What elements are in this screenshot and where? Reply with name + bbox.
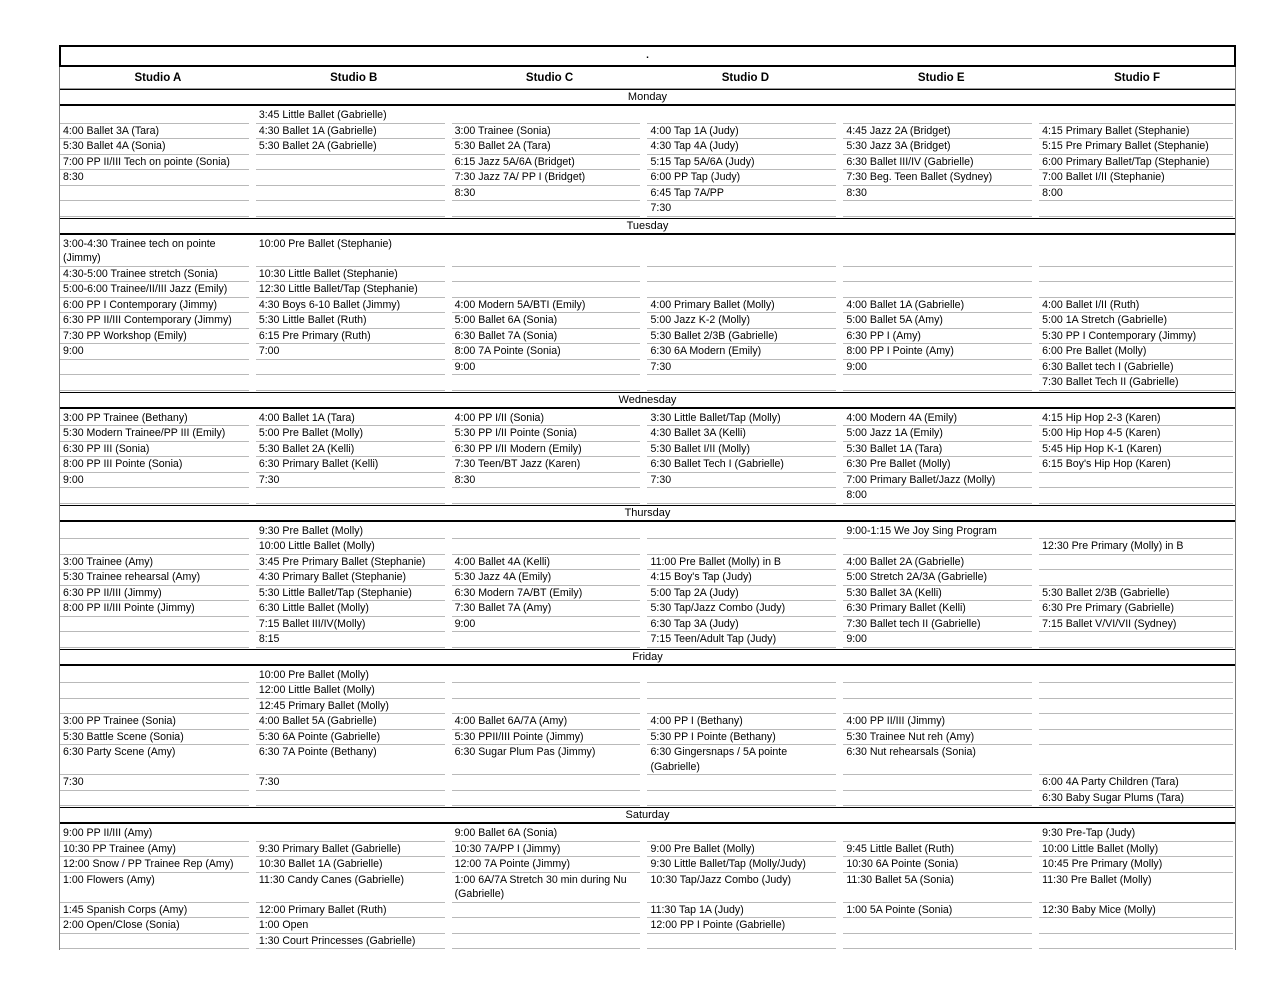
schedule-cell xyxy=(60,791,256,807)
schedule-cell: 5:30 Ballet 3A (Kelli) xyxy=(843,586,1039,602)
schedule-cell xyxy=(647,683,843,699)
schedule-cell xyxy=(452,668,648,684)
schedule-cell: 9:00 xyxy=(452,617,648,633)
day-grid-saturday xyxy=(60,824,1235,950)
schedule-cell xyxy=(843,775,1039,791)
schedule-cell: 5:30 Little Ballet (Ruth) xyxy=(256,313,452,329)
schedule-cell: 3:00-4:30 Trainee tech on pointe (Jimmy) xyxy=(60,237,256,267)
schedule-cell xyxy=(256,826,452,842)
schedule-cell: 9:30 Primary Ballet (Gabrielle) xyxy=(256,842,452,858)
schedule-cell xyxy=(60,699,256,715)
schedule-cell: 1:30 Court Princesses (Gabrielle) xyxy=(256,934,452,950)
schedule-cell: 5:30 Modern Trainee/PP III (Emily) xyxy=(60,426,256,442)
schedule-cell: 7:30 xyxy=(256,775,452,791)
schedule-cell: 6:30 Sugar Plum Pas (Jimmy) xyxy=(452,745,648,775)
schedule-cell: 6:30 PP III (Sonia) xyxy=(60,442,256,458)
schedule-cell: 10:00 Little Ballet (Molly) xyxy=(256,539,452,555)
schedule-cell: 6:30 Ballet tech I (Gabrielle) xyxy=(1039,360,1235,376)
day-grid-wednesday xyxy=(60,409,1235,505)
schedule-cell xyxy=(60,201,256,217)
schedule-cell xyxy=(843,683,1039,699)
schedule-cell: 7:00 Primary Ballet/Jazz (Molly) xyxy=(843,473,1039,489)
schedule-cell: 9:00 xyxy=(60,473,256,489)
schedule-cell xyxy=(1039,745,1235,775)
schedule-cell: 5:30 PP I/II Pointe (Sonia) xyxy=(452,426,648,442)
schedule-cell xyxy=(60,683,256,699)
schedule-cell: 4:00 Primary Ballet (Molly) xyxy=(647,298,843,314)
schedule-cell xyxy=(647,108,843,124)
schedule-cell: 4:00 Ballet 2A (Gabrielle) xyxy=(843,555,1039,571)
schedule-cell: 6:30 Ballet Tech I (Gabrielle) xyxy=(647,457,843,473)
schedule-cell: 5:30 PP I Contemporary (Jimmy) xyxy=(1039,329,1235,345)
schedule-cell xyxy=(256,186,452,202)
schedule-cell: 7:30 Ballet Tech II (Gabrielle) xyxy=(1039,375,1235,391)
schedule-cell xyxy=(843,699,1039,715)
schedule-cell: 5:45 Hip Hop K-1 (Karen) xyxy=(1039,442,1235,458)
schedule-cell: 10:00 Little Ballet (Molly) xyxy=(1039,842,1235,858)
schedule-cell xyxy=(452,539,648,555)
schedule-cell xyxy=(843,201,1039,217)
schedule-cell: 8:30 xyxy=(843,186,1039,202)
schedule-cell: 5:30 Little Ballet/Tap (Stephanie) xyxy=(256,586,452,602)
schedule-cell: 5:30 Ballet 4A (Sonia) xyxy=(60,139,256,155)
day-grid-friday xyxy=(60,666,1235,808)
schedule-cell: 9:00 Ballet 6A (Sonia) xyxy=(452,826,648,842)
schedule-cell: 9:00 xyxy=(60,344,256,360)
schedule-cell: 5:00 Jazz K-2 (Molly) xyxy=(647,313,843,329)
schedule-cell: 6:30 Modern 7A/BT (Emily) xyxy=(452,586,648,602)
schedule-cell: 5:30 Jazz 4A (Emily) xyxy=(452,570,648,586)
schedule-cell xyxy=(452,267,648,283)
schedule-cell: 5:30 Battle Scene (Sonia) xyxy=(60,730,256,746)
schedule-cell: 5:30 Jazz 3A (Bridget) xyxy=(843,139,1039,155)
schedule-cell: 8:30 xyxy=(452,473,648,489)
schedule-cell: 6:30 7A Pointe (Bethany) xyxy=(256,745,452,775)
schedule-cell xyxy=(256,155,452,171)
schedule-table xyxy=(59,67,1236,950)
schedule-cell: 5:30 Ballet 2/3B (Gabrielle) xyxy=(1039,586,1235,602)
schedule-cell xyxy=(452,488,648,504)
schedule-cell xyxy=(843,237,1039,267)
day-header-wednesday: Wednesday xyxy=(60,392,1235,409)
schedule-cell: 7:15 Teen/Adult Tap (Judy) xyxy=(647,632,843,648)
schedule-cell: 4:00 Ballet 4A (Kelli) xyxy=(452,555,648,571)
schedule-cell xyxy=(843,934,1039,950)
schedule-cell: 11:00 Pre Ballet (Molly) in B xyxy=(647,555,843,571)
schedule-cell xyxy=(1039,668,1235,684)
schedule-cell: 8:00 PP III Pointe (Sonia) xyxy=(60,457,256,473)
schedule-cell xyxy=(1039,570,1235,586)
schedule-cell: 9:00-1:15 We Joy Sing Program xyxy=(843,524,1039,540)
schedule-cell: 3:00 Trainee (Sonia) xyxy=(452,124,648,140)
schedule-cell: 5:30 Ballet 2A (Tara) xyxy=(452,139,648,155)
schedule-cell xyxy=(843,539,1039,555)
schedule-cell xyxy=(1039,918,1235,934)
schedule-cell: 5:30 Tap/Jazz Combo (Judy) xyxy=(647,601,843,617)
schedule-cell xyxy=(647,699,843,715)
schedule-cell: 6:30 Ballet III/IV (Gabrielle) xyxy=(843,155,1039,171)
schedule-cell xyxy=(647,237,843,267)
schedule-cell xyxy=(843,668,1039,684)
schedule-cell: 5:30 Ballet 2/3B (Gabrielle) xyxy=(647,329,843,345)
schedule-cell: 12:45 Primary Ballet (Molly) xyxy=(256,699,452,715)
column-header-studio-c: Studio C xyxy=(525,72,574,84)
schedule-cell: 10:00 Pre Ballet (Molly) xyxy=(256,668,452,684)
schedule-cell: 8:00 xyxy=(1039,186,1235,202)
schedule-cell xyxy=(60,488,256,504)
schedule-cell xyxy=(60,375,256,391)
schedule-cell: 6:30 PP II/III Contemporary (Jimmy) xyxy=(60,313,256,329)
schedule-cell: 6:30 Tap 3A (Judy) xyxy=(647,617,843,633)
schedule-cell: 5:00 Jazz 1A (Emily) xyxy=(843,426,1039,442)
schedule-cell: 7:00 Ballet I/II (Stephanie) xyxy=(1039,170,1235,186)
schedule-cell xyxy=(452,201,648,217)
day-header-tuesday: Tuesday xyxy=(60,218,1235,235)
schedule-cell: 1:00 Open xyxy=(256,918,452,934)
schedule-cell: 5:30 Ballet 2A (Gabrielle) xyxy=(256,139,452,155)
schedule-cell xyxy=(452,791,648,807)
schedule-cell: 5:00 Hip Hop 4-5 (Karen) xyxy=(1039,426,1235,442)
day-header-saturday: Saturday xyxy=(60,807,1235,824)
schedule-cell xyxy=(647,375,843,391)
schedule-cell: 5:00 Ballet 5A (Amy) xyxy=(843,313,1039,329)
schedule-cell: 10:30 Tap/Jazz Combo (Judy) xyxy=(647,873,843,903)
schedule-cell xyxy=(843,791,1039,807)
schedule-cell: 4:00 Tap 1A (Judy) xyxy=(647,124,843,140)
schedule-cell: 1:00 Flowers (Amy) xyxy=(60,873,256,903)
schedule-cell: 6:15 Pre Primary (Ruth) xyxy=(256,329,452,345)
schedule-cell: 10:30 7A/PP I (Jimmy) xyxy=(452,842,648,858)
schedule-cell: 6:30 Primary Ballet (Kelli) xyxy=(843,601,1039,617)
schedule-cell xyxy=(1039,237,1235,267)
schedule-cell: 7:15 Ballet III/IV(Molly) xyxy=(256,617,452,633)
schedule-cell xyxy=(256,375,452,391)
schedule-cell xyxy=(452,903,648,919)
schedule-cell xyxy=(452,632,648,648)
schedule-cell: 7:30 Teen/BT Jazz (Karen) xyxy=(452,457,648,473)
schedule-cell: 4:15 Boy's Tap (Judy) xyxy=(647,570,843,586)
schedule-cell: 9:00 xyxy=(452,360,648,376)
schedule-cell xyxy=(647,775,843,791)
schedule-cell: 6:30 Baby Sugar Plums (Tara) xyxy=(1039,791,1235,807)
schedule-cell xyxy=(647,488,843,504)
schedule-cell: 8:00 PP I Pointe (Amy) xyxy=(843,344,1039,360)
schedule-cell xyxy=(843,108,1039,124)
schedule-cell: 5:30 Trainee Nut reh (Amy) xyxy=(843,730,1039,746)
schedule-cell xyxy=(60,668,256,684)
day-grid-thursday xyxy=(60,522,1235,649)
schedule-cell: 6:00 4A Party Children (Tara) xyxy=(1039,775,1235,791)
schedule-cell xyxy=(1039,201,1235,217)
schedule-cell: 9:00 xyxy=(843,360,1039,376)
schedule-cell xyxy=(1039,488,1235,504)
schedule-cell: 8:30 xyxy=(452,186,648,202)
schedule-cell xyxy=(843,282,1039,298)
schedule-cell: 4:30 Ballet 3A (Kelli) xyxy=(647,426,843,442)
schedule-cell: 7:15 Ballet V/VI/VII (Sydney) xyxy=(1039,617,1235,633)
schedule-cell: 1:45 Spanish Corps (Amy) xyxy=(60,903,256,919)
schedule-cell: 3:45 Little Ballet (Gabrielle) xyxy=(256,108,452,124)
schedule-cell xyxy=(647,791,843,807)
schedule-cell: 6:30 Little Ballet (Molly) xyxy=(256,601,452,617)
schedule-cell: 4:30 Tap 4A (Judy) xyxy=(647,139,843,155)
schedule-cell xyxy=(647,934,843,950)
schedule-cell: 7:30 PP Workshop (Emily) xyxy=(60,329,256,345)
schedule-cell: 6:30 Gingersnaps / 5A pointe (Gabrielle) xyxy=(647,745,843,775)
schedule-cell: 6:30 PP I/II Modern (Emily) xyxy=(452,442,648,458)
column-header-studio-f: Studio F xyxy=(1114,72,1161,84)
schedule-cell: 4:00 PP I (Bethany) xyxy=(647,714,843,730)
schedule-cell xyxy=(60,539,256,555)
schedule-cell xyxy=(1039,730,1235,746)
schedule-cell xyxy=(256,170,452,186)
schedule-cell: 5:30 Ballet 2A (Kelli) xyxy=(256,442,452,458)
schedule-cell: 4:00 Ballet 3A (Tara) xyxy=(60,124,256,140)
schedule-cell xyxy=(60,108,256,124)
schedule-cell: 4:00 Ballet 6A/7A (Amy) xyxy=(452,714,648,730)
schedule-cell: 7:30 Jazz 7A/ PP I (Bridget) xyxy=(452,170,648,186)
schedule-cell: 7:00 xyxy=(256,344,452,360)
day-grid-tuesday xyxy=(60,235,1235,392)
schedule-cell xyxy=(452,375,648,391)
schedule-cell xyxy=(647,826,843,842)
schedule-cell: 4:15 Primary Ballet (Stephanie) xyxy=(1039,124,1235,140)
schedule-cell: 7:30 xyxy=(647,201,843,217)
schedule-cell: 7:30 xyxy=(60,775,256,791)
schedule-cell: 6:30 Ballet 7A (Sonia) xyxy=(452,329,648,345)
schedule-cell: 12:00 Primary Ballet (Ruth) xyxy=(256,903,452,919)
schedule-cell: 9:00 PP II/III (Amy) xyxy=(60,826,256,842)
schedule-cell: 6:30 6A Modern (Emily) xyxy=(647,344,843,360)
schedule-cell: 4:45 Jazz 2A (Bridget) xyxy=(843,124,1039,140)
schedule-cell: 10:30 Little Ballet (Stephanie) xyxy=(256,267,452,283)
schedule-cell: 5:30 Trainee rehearsal (Amy) xyxy=(60,570,256,586)
schedule-cell xyxy=(60,934,256,950)
schedule-cell: 4:00 Ballet I/II (Ruth) xyxy=(1039,298,1235,314)
day-header-thursday: Thursday xyxy=(60,505,1235,522)
schedule-cell xyxy=(256,488,452,504)
schedule-cell: 12:00 PP I Pointe (Gabrielle) xyxy=(647,918,843,934)
schedule-cell: 3:00 PP Trainee (Bethany) xyxy=(60,411,256,427)
schedule-cell: 9:45 Little Ballet (Ruth) xyxy=(843,842,1039,858)
schedule-cell: 9:30 Little Ballet/Tap (Molly/Judy) xyxy=(647,857,843,873)
schedule-cell xyxy=(1039,524,1235,540)
schedule-cell: 3:00 PP Trainee (Sonia) xyxy=(60,714,256,730)
schedule-cell xyxy=(452,918,648,934)
schedule-cell: 4:15 Hip Hop 2-3 (Karen) xyxy=(1039,411,1235,427)
schedule-cell xyxy=(452,237,648,267)
schedule-cell xyxy=(452,282,648,298)
schedule-cell: 9:00 xyxy=(843,632,1039,648)
day-grid-monday xyxy=(60,106,1235,218)
schedule-cell: 5:30 PPII/III Pointe (Jimmy) xyxy=(452,730,648,746)
schedule-cell: 5:30 6A Pointe (Gabrielle) xyxy=(256,730,452,746)
schedule-cell: 12:30 Little Ballet/Tap (Stephanie) xyxy=(256,282,452,298)
schedule-cell: 9:30 Pre-Tap (Judy) xyxy=(1039,826,1235,842)
schedule-cell: 6:45 Tap 7A/PP xyxy=(647,186,843,202)
column-header-studio-d: Studio D xyxy=(721,72,770,84)
schedule-cell xyxy=(647,282,843,298)
schedule-cell: 11:30 Pre Ballet (Molly) xyxy=(1039,873,1235,903)
schedule-cell xyxy=(60,186,256,202)
schedule-cell: 6:30 Nut rehearsals (Sonia) xyxy=(843,745,1039,775)
schedule-cell xyxy=(452,108,648,124)
schedule-cell: 6:15 Jazz 5A/6A (Bridget) xyxy=(452,155,648,171)
schedule-cell: 4:30-5:00 Trainee stretch (Sonia) xyxy=(60,267,256,283)
schedule-cell: 4:30 Boys 6-10 Ballet (Jimmy) xyxy=(256,298,452,314)
schedule-cell: 8:15 xyxy=(256,632,452,648)
schedule-cell: 1:00 5A Pointe (Sonia) xyxy=(843,903,1039,919)
column-header-studio-e: Studio E xyxy=(917,72,965,84)
schedule-cell xyxy=(1039,108,1235,124)
schedule-cell xyxy=(1039,282,1235,298)
column-header-studio-b: Studio B xyxy=(330,72,378,84)
schedule-cell: 8:00 7A Pointe (Sonia) xyxy=(452,344,648,360)
schedule-cell xyxy=(647,524,843,540)
studio-header-row xyxy=(60,67,1235,89)
schedule-cell: 4:00 PP I/II (Sonia) xyxy=(452,411,648,427)
schedule-cell xyxy=(1039,267,1235,283)
schedule-cell xyxy=(1039,555,1235,571)
schedule-cell: 7:30 Ballet tech II (Gabrielle) xyxy=(843,617,1039,633)
schedule-cell: 4:00 Ballet 5A (Gabrielle) xyxy=(256,714,452,730)
schedule-cell: 7:00 PP II/III Tech on pointe (Sonia) xyxy=(60,155,256,171)
schedule-sheet xyxy=(59,45,1236,950)
schedule-cell: 4:30 Ballet 1A (Gabrielle) xyxy=(256,124,452,140)
schedule-cell: 5:00 Stretch 2A/3A (Gabrielle) xyxy=(843,570,1039,586)
schedule-cell: 7:30 Beg. Teen Ballet (Sydney) xyxy=(843,170,1039,186)
schedule-cell: 6:00 PP Tap (Judy) xyxy=(647,170,843,186)
schedule-cell: 5:30 PP I Pointe (Bethany) xyxy=(647,730,843,746)
schedule-cell: 12:30 Pre Primary (Molly) in B xyxy=(1039,539,1235,555)
schedule-cell: 6:15 Boy's Hip Hop (Karen) xyxy=(1039,457,1235,473)
schedule-cell: 9:30 Pre Ballet (Molly) xyxy=(256,524,452,540)
schedule-cell: 11:30 Candy Canes (Gabrielle) xyxy=(256,873,452,903)
schedule-cell xyxy=(60,360,256,376)
schedule-cell: 6:00 Primary Ballet/Tap (Stephanie) xyxy=(1039,155,1235,171)
schedule-cell: 4:00 Ballet 1A (Gabrielle) xyxy=(843,298,1039,314)
schedule-cell: 6:00 PP I Contemporary (Jimmy) xyxy=(60,298,256,314)
schedule-cell xyxy=(1039,632,1235,648)
schedule-cell: 12:00 Little Ballet (Molly) xyxy=(256,683,452,699)
schedule-cell: 11:30 Ballet 5A (Sonia) xyxy=(843,873,1039,903)
title-bar xyxy=(59,45,1236,67)
schedule-cell xyxy=(843,375,1039,391)
schedule-cell: 8:00 PP II/III Pointe (Jimmy) xyxy=(60,601,256,617)
schedule-cell: 6:30 Pre Primary (Gabrielle) xyxy=(1039,601,1235,617)
column-header-studio-a: Studio A xyxy=(134,72,182,84)
schedule-cell: 5:15 Tap 5A/6A (Judy) xyxy=(647,155,843,171)
schedule-cell: 6:30 Party Scene (Amy) xyxy=(60,745,256,775)
schedule-cell: 2:00 Open/Close (Sonia) xyxy=(60,918,256,934)
schedule-cell: 5:00 1A Stretch (Gabrielle) xyxy=(1039,313,1235,329)
schedule-cell xyxy=(647,539,843,555)
schedule-cell xyxy=(452,524,648,540)
schedule-cell: 8:00 xyxy=(843,488,1039,504)
schedule-cell xyxy=(452,699,648,715)
schedule-cell xyxy=(843,826,1039,842)
schedule-cell: 9:00 Pre Ballet (Molly) xyxy=(647,842,843,858)
schedule-cell: 5:15 Pre Primary Ballet (Stephanie) xyxy=(1039,139,1235,155)
schedule-cell xyxy=(452,683,648,699)
schedule-cell: 6:30 PP II/III (Jimmy) xyxy=(60,586,256,602)
schedule-cell: 12:30 Baby Mice (Molly) xyxy=(1039,903,1235,919)
schedule-cell: 10:30 Ballet 1A (Gabrielle) xyxy=(256,857,452,873)
schedule-cell xyxy=(60,632,256,648)
schedule-cell: 12:00 Snow / PP Trainee Rep (Amy) xyxy=(60,857,256,873)
schedule-cell: 11:30 Tap 1A (Judy) xyxy=(647,903,843,919)
schedule-cell: 3:00 Trainee (Amy) xyxy=(60,555,256,571)
schedule-cell: 4:00 Modern 5A/BTI (Emily) xyxy=(452,298,648,314)
schedule-cell: 10:00 Pre Ballet (Stephanie) xyxy=(256,237,452,267)
schedule-cell: 5:30 Ballet I/II (Molly) xyxy=(647,442,843,458)
schedule-cell: 4:00 PP II/III (Jimmy) xyxy=(843,714,1039,730)
schedule-cell xyxy=(256,360,452,376)
schedule-cell: 12:00 7A Pointe (Jimmy) xyxy=(452,857,648,873)
schedule-cell xyxy=(1039,683,1235,699)
schedule-cell xyxy=(256,791,452,807)
schedule-cell xyxy=(647,668,843,684)
schedule-cell: 6:30 Pre Ballet (Molly) xyxy=(843,457,1039,473)
schedule-cell xyxy=(60,617,256,633)
schedule-cell xyxy=(843,918,1039,934)
schedule-cell xyxy=(647,267,843,283)
schedule-cell: 4:00 Modern 4A (Emily) xyxy=(843,411,1039,427)
schedule-cell xyxy=(256,201,452,217)
schedule-cell: 4:30 Primary Ballet (Stephanie) xyxy=(256,570,452,586)
day-header-friday: Friday xyxy=(60,649,1235,666)
schedule-cell: 4:00 Ballet 1A (Tara) xyxy=(256,411,452,427)
schedule-cell: 3:45 Pre Primary Ballet (Stephanie) xyxy=(256,555,452,571)
schedule-cell: 5:30 Ballet 1A (Tara) xyxy=(843,442,1039,458)
schedule-cell xyxy=(1039,714,1235,730)
schedule-cell xyxy=(60,524,256,540)
schedule-cell xyxy=(1039,699,1235,715)
schedule-cell: 6:30 Primary Ballet (Kelli) xyxy=(256,457,452,473)
schedule-cell: 10:30 6A Pointe (Sonia) xyxy=(843,857,1039,873)
schedule-cell: 10:45 Pre Primary (Molly) xyxy=(1039,857,1235,873)
title-text: . xyxy=(646,50,649,61)
schedule-cell xyxy=(452,775,648,791)
schedule-cell xyxy=(452,934,648,950)
schedule-cell: 3:30 Little Ballet/Tap (Molly) xyxy=(647,411,843,427)
schedule-cell xyxy=(1039,934,1235,950)
schedule-cell: 7:30 xyxy=(647,473,843,489)
schedule-cell: 10:30 PP Trainee (Amy) xyxy=(60,842,256,858)
schedule-cell: 8:30 xyxy=(60,170,256,186)
schedule-cell: 5:00 Ballet 6A (Sonia) xyxy=(452,313,648,329)
schedule-cell xyxy=(1039,473,1235,489)
schedule-cell: 7:30 xyxy=(256,473,452,489)
schedule-cell: 6:30 PP I (Amy) xyxy=(843,329,1039,345)
day-header-monday: Monday xyxy=(60,89,1235,106)
schedule-cell: 7:30 xyxy=(647,360,843,376)
schedule-cell: 7:30 Ballet 7A (Amy) xyxy=(452,601,648,617)
schedule-cell: 5:00-6:00 Trainee/II/III Jazz (Emily) xyxy=(60,282,256,298)
schedule-cell: 5:00 Tap 2A (Judy) xyxy=(647,586,843,602)
schedule-cell: 6:00 Pre Ballet (Molly) xyxy=(1039,344,1235,360)
schedule-cell xyxy=(843,267,1039,283)
schedule-cell: 1:00 6A/7A Stretch 30 min during Nu (Gabrielle) xyxy=(452,873,648,903)
schedule-cell: 5:00 Pre Ballet (Molly) xyxy=(256,426,452,442)
